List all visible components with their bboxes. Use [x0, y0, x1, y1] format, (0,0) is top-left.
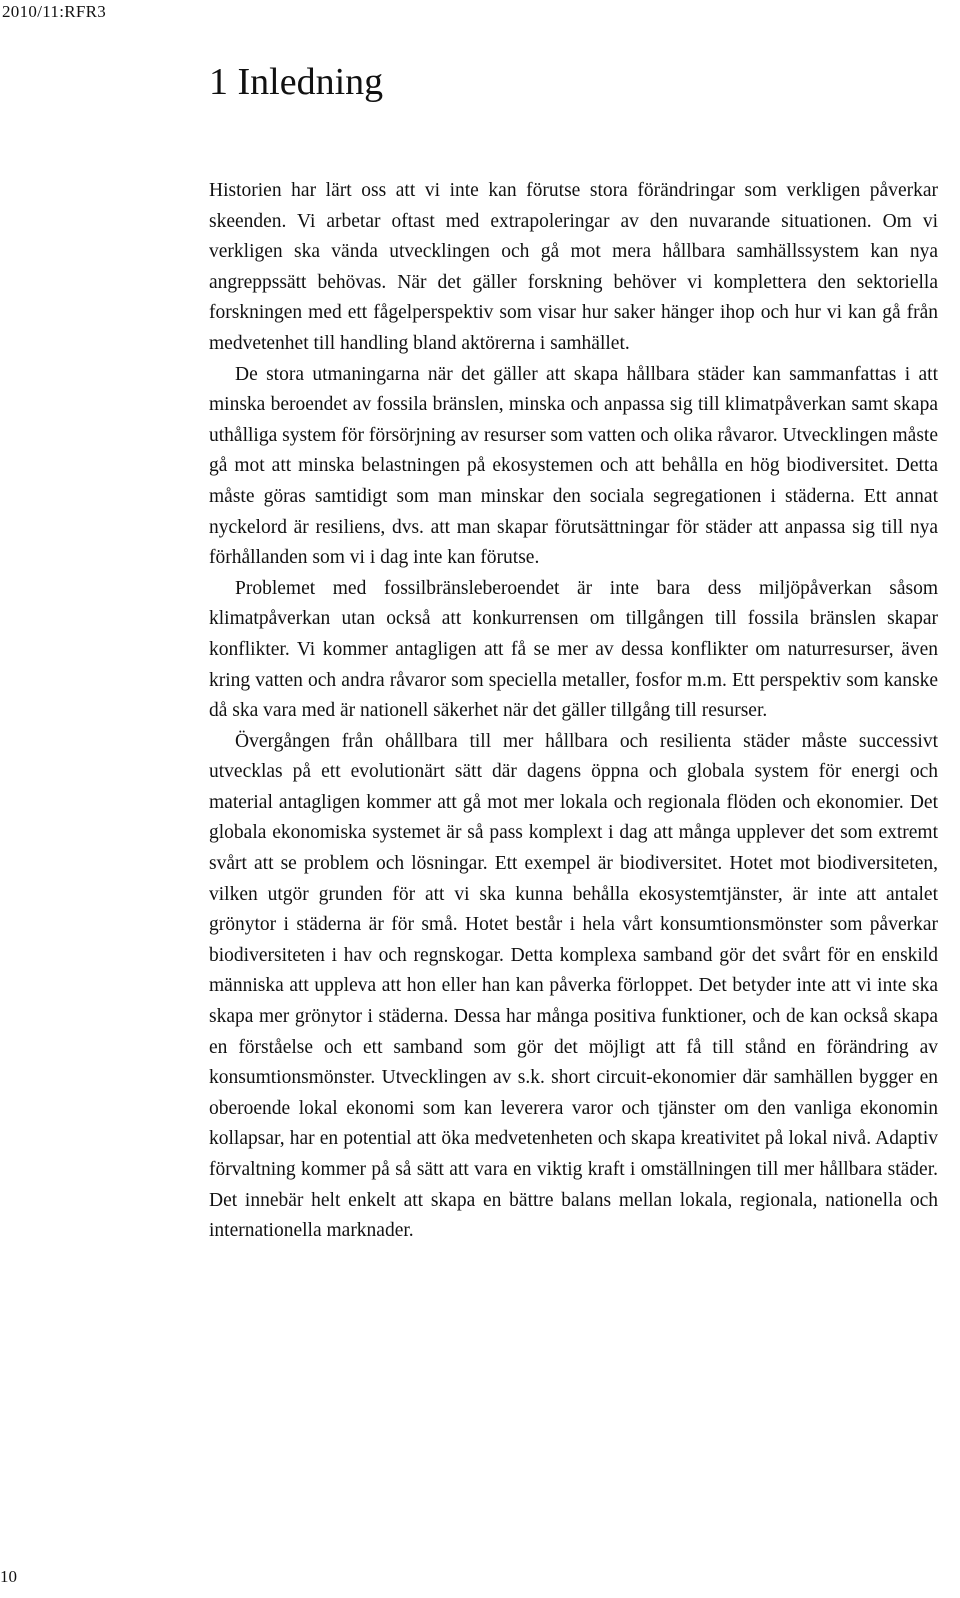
paragraph-3: Problemet med fossilbränsleberoendet är inte bara dess miljöpåverkan såsom klimatpåverkan utan också att konkurrensen om tillgången till fossila bränslen skapar konflikter. Vi kommer antagligen att få se mer av dessa konflikter om naturresurser, även kring vatten och andra råvaror som speciella metaller, fosfor m.m. Ett perspektiv som kanske då ska vara med är nationell säkerhet när det gäller tillgång till resurser. — [209, 577, 938, 722]
paragraph-1: Historien har lärt oss att vi inte kan förutse stora förändringar som verkligen påverkar skeenden. Vi arbetar oftast med extrapoleringar av den nuvarande situationen. Om vi verkligen ska vända utvecklingen och gå mot mera hållbara samhällssystem kan nya angreppssätt behövas. När det gäller forskning behöver vi komplettera den sektoriella forskningen med ett fågelperspektiv som visar hur saker hänger ihop och hur vi kan gå från medvetenhet till handling bland aktörerna i samhället. — [209, 180, 938, 354]
paragraph-4: Övergången från ohållbara till mer hållbara och resilienta städer måste successivt utvecklas på ett evolutionärt sätt där dagens öppna och globala system för energi och material antagligen kommer att gå mot mer lokala och regionala flöden och ekonomier. Det globala ekonomiska systemet är så pass komplext i dag att många upplever det som extremt svårt att se problem och lösningar. Ett exempel är biodiversitet. Hotet mot biodiversiteten, vilken utgör grunden för att vi ska kunna behålla ekosystemtjänster, är inte att antalet grönytor i städerna är för små. Hotet består i hela vårt konsumtionsmönster som påverkar biodiversiteten i hav och regnskogar. Detta komplexa samband gör det svårt för en enskild människa att uppleva att hon eller han kan påverka förloppet. Det betyder inte att vi inte ska skapa mer grönytor i städerna. Dessa har många positiva funktioner, och de kan också skapa en förståelse och ett samband som gör det möjligt att få till stånd en förändring av konsumtionsmönster. Utvecklingen av s.k. short circuit-ekonomier där samhällen bygger en oberoende lokal ekonomi som kan leverera varor och tjänster om den vanliga ekonomin kollapsar, har en potential att öka medvetenheten och skapa kreativitet på lokal nivå. Adaptiv förvaltning kommer på så sätt att vara en viktig kraft i omställningen till mer hållbara städer. Det innebär helt enkelt att skapa en bättre balans mellan lokala, regionala, nationella och internationella marknader. — [209, 730, 938, 1242]
paragraph-2: De stora utmaningarna när det gäller att skapa hållbara städer kan sammanfattas i att minska beroendet av fossila bränslen, minska och anpassa sig till klimatpåverkan samt skapa uthålliga system för försörjning av resurser som vatten och olika råvaror. Utvecklingen måste gå mot att minska belastningen på ekosystemen och att behålla en hög biodiversitet. Detta måste göras samtidigt som man minskar den sociala segregationen i städerna. Ett annat nyckelord är resiliens, dvs. att man skapar förutsättningar för städer att anpassa sig till nya förhållanden som vi i dag inte kan förutse. — [209, 363, 938, 569]
chapter-title: 1 Inledning — [209, 61, 384, 103]
document-code: 2010/11:RFR3 — [2, 2, 107, 21]
page-number: 10 — [0, 1567, 17, 1586]
body-text — [209, 176, 938, 1247]
